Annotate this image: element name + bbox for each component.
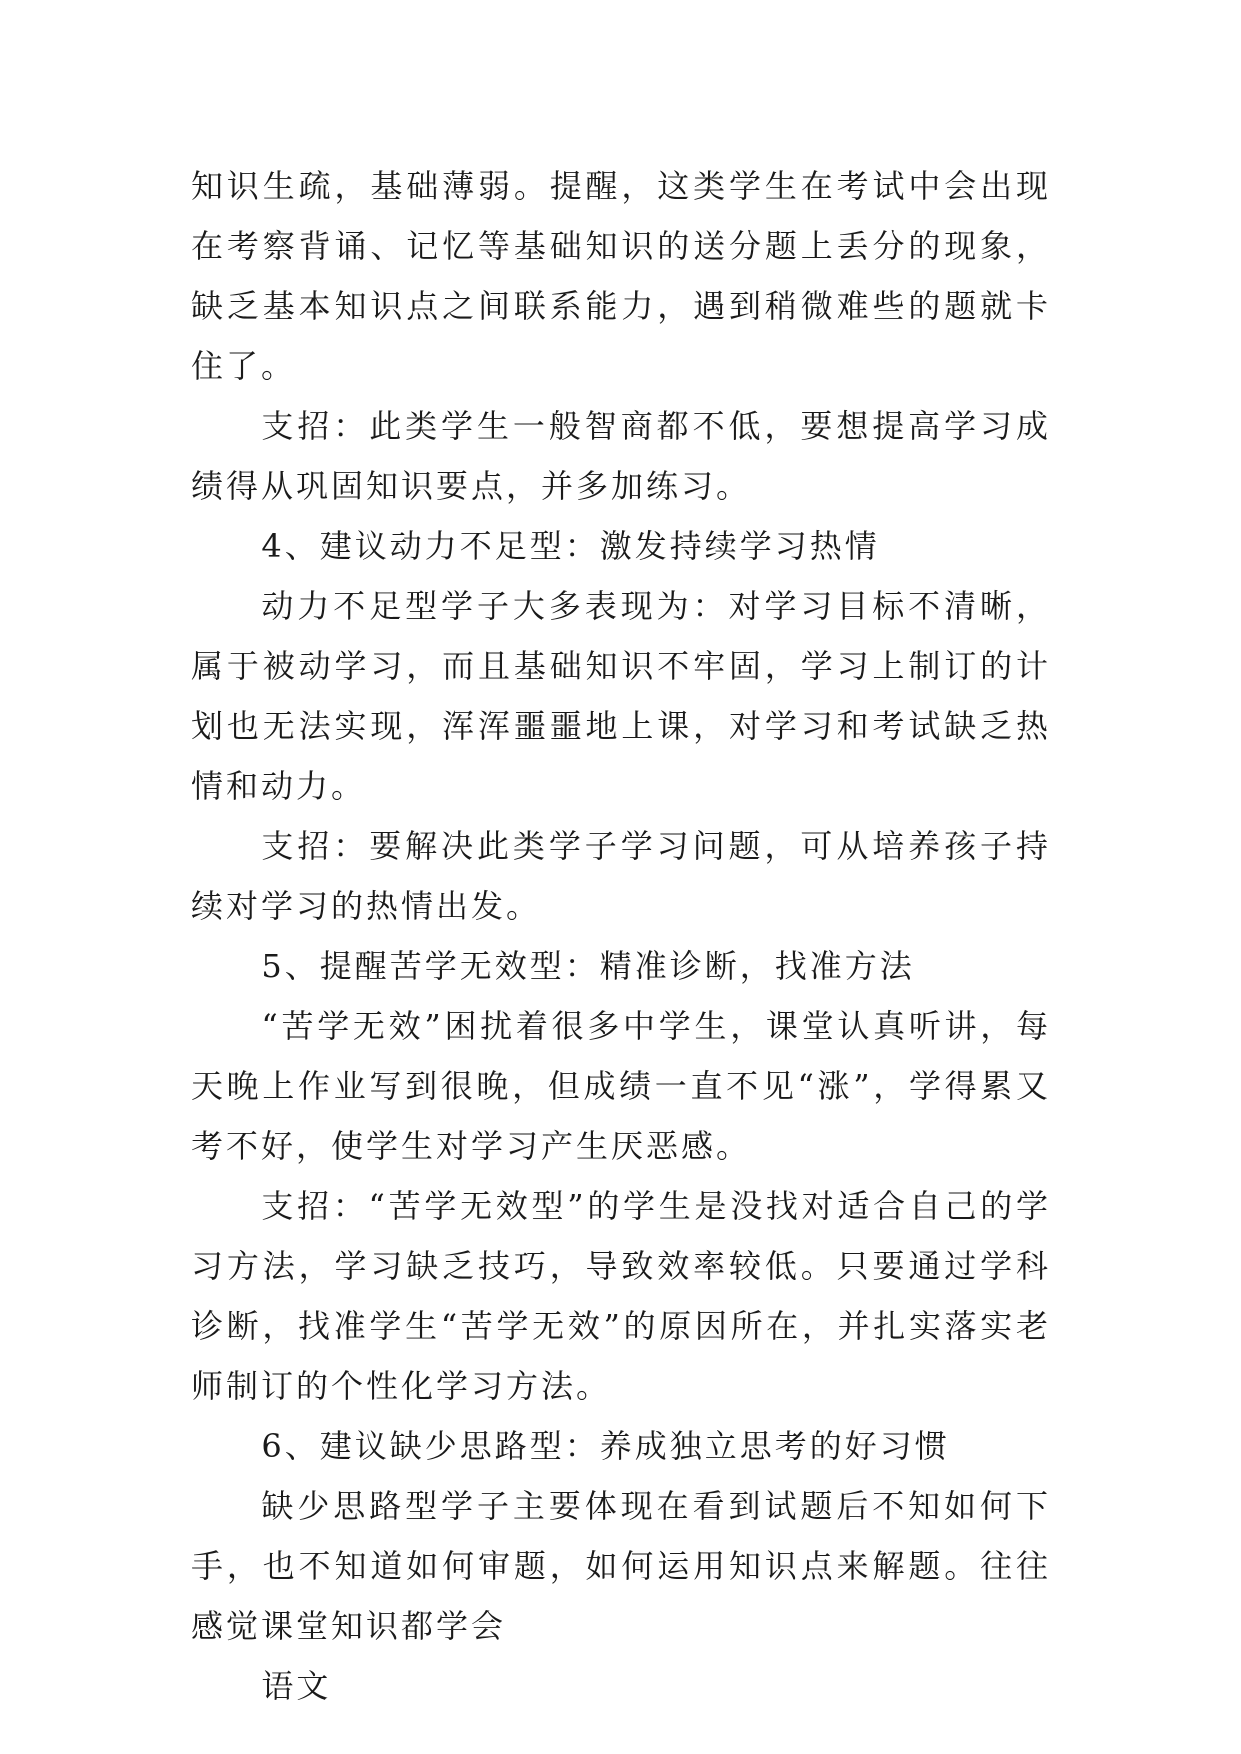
paragraph: 动力不足型学子大多表现为：对学习目标不清晰，属于被动学习，而且基础知识不牢固，学习上制订的计划也无法实现，浑浑噩噩地上课，对学习和考试缺乏热情和动力。 <box>191 587 1051 805</box>
section-heading: 5、提醒苦学无效型：精准诊断，找准方法 <box>261 947 915 985</box>
paragraph: “苦学无效”困扰着很多中学生，课堂认真听讲，每天晚上作业写到很晚，但成绩一直不见“涨”，学得累又考不好，使学生对学习产生厌恶感。 <box>191 1007 1051 1165</box>
paragraph: 语文 <box>261 1667 332 1705</box>
paragraph: 支招：“苦学无效型”的学生是没找对适合自己的学习方法，学习缺乏技巧，导致效率较低。只要通过学科诊断，找准学生“苦学无效”的原因所在，并扎实落实老师制订的个性化学习方法。 <box>191 1187 1051 1405</box>
paragraph: 知识生疏，基础薄弱。提醒，这类学生在考试中会出现在考察背诵、记忆等基础知识的送分题上丢分的现象，缺乏基本知识点之间联系能力，遇到稍微难些的题就卡住了。 <box>191 167 1051 385</box>
section-heading: 6、建议缺少思路型：养成独立思考的好习惯 <box>261 1427 950 1465</box>
document-body <box>191 156 1051 1716</box>
paragraph: 支招：此类学生一般智商都不低，要想提高学习成绩得从巩固知识要点，并多加练习。 <box>191 407 1051 505</box>
section-heading: 4、建议动力不足型：激发持续学习热情 <box>261 527 880 565</box>
paragraph: 支招：要解决此类学子学习问题，可从培养孩子持续对学习的热情出发。 <box>191 827 1051 925</box>
paragraph: 缺少思路型学子主要体现在看到试题后不知如何下手，也不知道如何审题，如何运用知识点来解题。往往感觉课堂知识都学会 <box>191 1487 1051 1645</box>
